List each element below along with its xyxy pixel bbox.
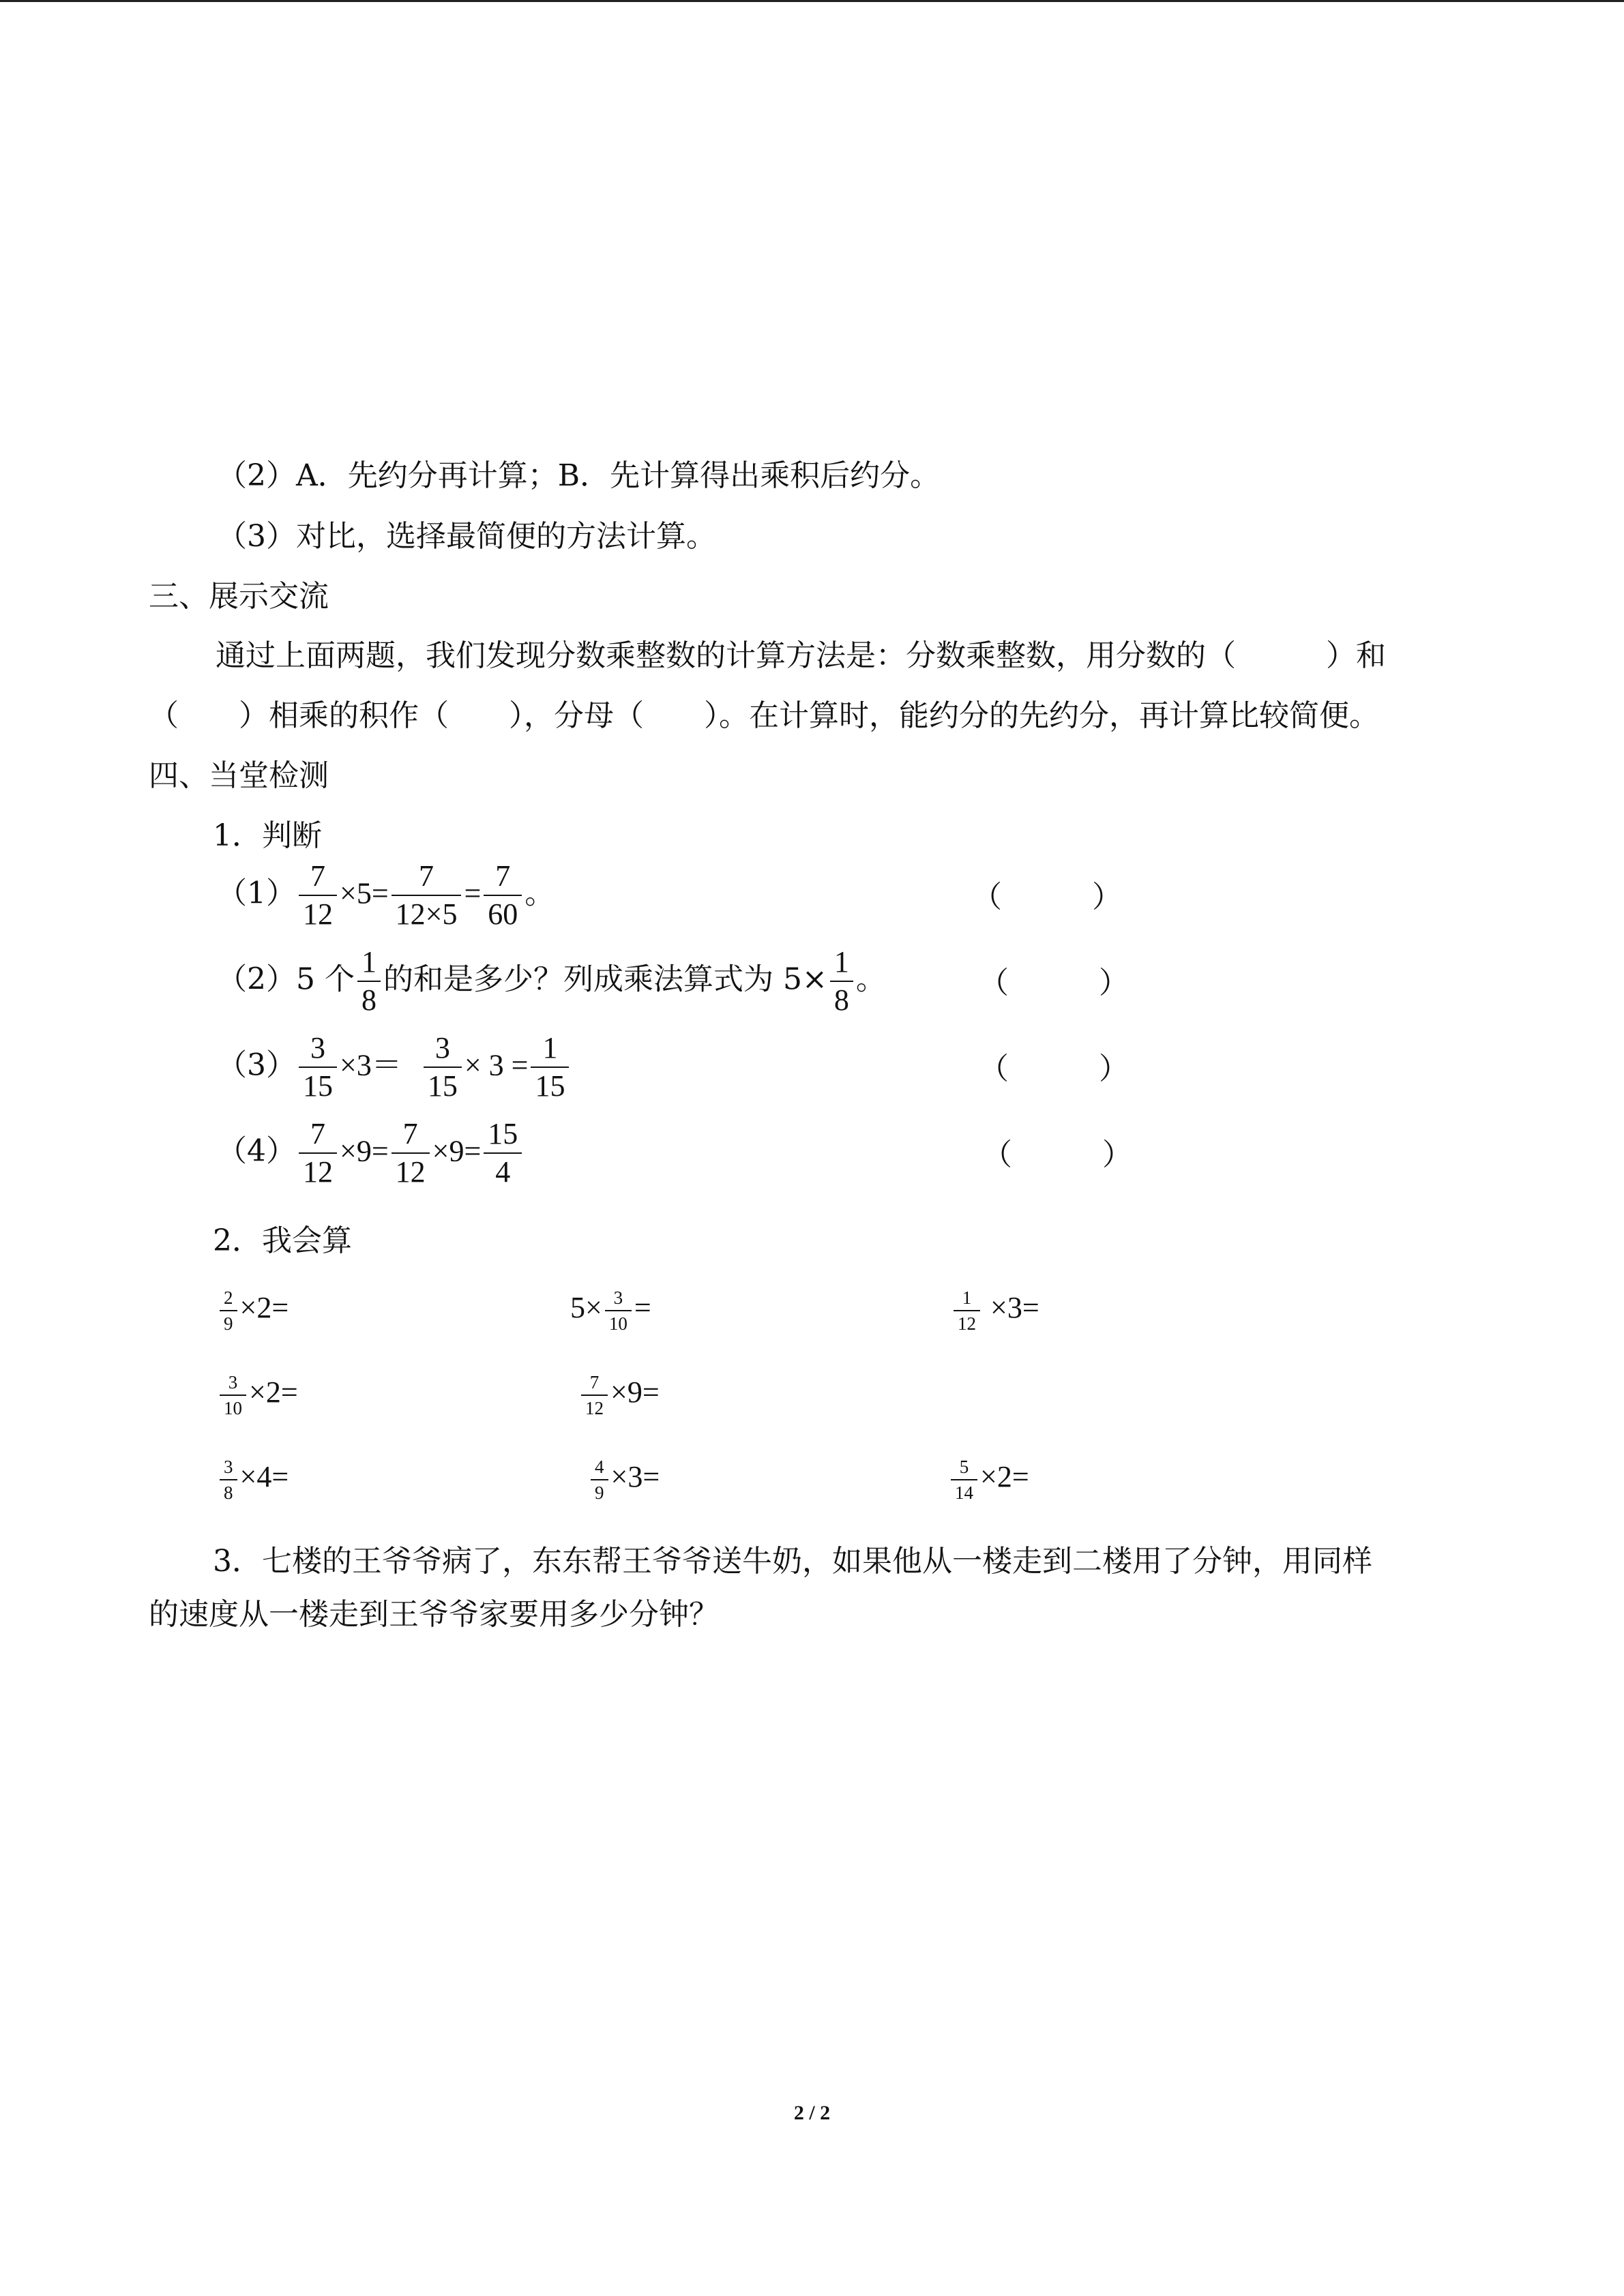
- fraction: $\frac{7}{12}$: [299, 1118, 337, 1188]
- judge-item-1: [217, 861, 555, 930]
- item-prefix: （4）: [217, 1133, 296, 1169]
- calc-expression-5: $\frac{7}{12}$ ×9=: [578, 1372, 660, 1418]
- answer-blank-4[interactable]: （ ）: [982, 1137, 1132, 1172]
- item-prefix: （1）: [217, 876, 296, 911]
- operator: ×5=: [340, 876, 389, 910]
- operator: ×9=: [432, 1134, 482, 1168]
- calc-expression-3: $\frac{1}{12}$ ×3=: [951, 1287, 1039, 1333]
- fraction: $\frac{7}{12\times 5}$: [392, 861, 462, 930]
- fraction: $\frac{1}{8}$: [830, 946, 853, 1016]
- item-prefix: （3）: [217, 1047, 296, 1083]
- judge-item-3: [217, 1032, 572, 1102]
- step-2-text: （2）A．先约分再计算；B．先计算得出乘积后约分。: [217, 458, 941, 493]
- fraction: $\frac{3}{8}$: [220, 1457, 237, 1503]
- period: 。: [525, 876, 555, 911]
- page-number: 2 / 2: [793, 2102, 831, 2124]
- fraction: $\frac{7}{12}$: [581, 1373, 608, 1418]
- fraction: $\frac{15}{4}$: [484, 1118, 522, 1188]
- judge-item-2: [217, 946, 886, 1016]
- item-text: 的和是多少？列成乘法算式为 5×: [383, 961, 827, 997]
- fraction: $\frac{1}{8}$: [357, 946, 381, 1016]
- answer-blank-3[interactable]: （ ）: [979, 1052, 1129, 1086]
- calc-expression-4: $\frac{3}{10}$ ×2=: [217, 1372, 298, 1418]
- fraction: $\frac{7}{12}$: [299, 861, 337, 930]
- fraction: $\frac{3}{10}$: [220, 1373, 246, 1418]
- q2-label: 2．我会算: [213, 1223, 352, 1258]
- calc-expression-2: 5× $\frac{3}{10}$ =: [570, 1287, 651, 1334]
- section-3-paragraph-line-2: （ ）相乘的积作（ ），分母（ ）。在计算时，能约分的先约分，再计算比较简便。: [149, 698, 1379, 733]
- q3-text-line-1: 3．七楼的王爷爷病了，东东帮王爷爷送牛奶，如果他从一楼走到二楼用了分钟，用同样: [213, 1544, 1372, 1579]
- fraction: $\frac{3}{10}$: [605, 1288, 632, 1334]
- judge-item-4: [217, 1118, 525, 1188]
- operator: × 3 =: [464, 1048, 529, 1082]
- operator: ×3＝: [340, 1048, 402, 1082]
- calc-expression-8: $\frac{5}{14}$ ×2=: [948, 1457, 1029, 1502]
- fraction: $\frac{1}{15}$: [531, 1032, 569, 1102]
- answer-blank-1[interactable]: （ ）: [972, 880, 1122, 914]
- section-3-heading: 三、展示交流: [149, 579, 329, 614]
- operator: ×9=: [340, 1134, 389, 1168]
- calc-expression-6: $\frac{3}{8}$ ×4=: [217, 1457, 289, 1502]
- answer-blank-2[interactable]: （ ）: [979, 966, 1129, 1000]
- item-prefix: （2）5 个: [217, 961, 355, 997]
- calc-expression-7: $\frac{4}{9}$ ×3=: [588, 1457, 660, 1502]
- fraction: $\frac{2}{9}$: [220, 1288, 237, 1334]
- fraction: $\frac{7}{60}$: [484, 861, 522, 930]
- calc-expression-1: $\frac{2}{9}$ ×2=: [217, 1287, 289, 1333]
- q3-text-line-2: 的速度从一楼走到王爷爷家要用多少分钟？: [149, 1597, 719, 1632]
- section-4-heading: 四、当堂检测: [149, 758, 329, 793]
- q1-label: 1．判断: [213, 818, 322, 853]
- period: 。: [855, 961, 886, 997]
- fraction: $\frac{1}{12}$: [954, 1288, 980, 1334]
- operator: =: [464, 876, 482, 910]
- fraction: $\frac{4}{9}$: [591, 1457, 608, 1503]
- fraction: $\frac{3}{15}$: [299, 1032, 337, 1102]
- top-border-line: [0, 0, 1624, 2]
- fraction: $\frac{7}{12}$: [392, 1118, 430, 1188]
- step-3-text: （3）对比，选择最简便的方法计算。: [217, 519, 716, 554]
- fraction: $\frac{5}{14}$: [951, 1457, 977, 1503]
- fraction: $\frac{3}{15}$: [424, 1032, 462, 1102]
- section-3-paragraph-line-1: 通过上面两题，我们发现分数乘整数的计算方法是：分数乘整数，用分数的（ ）和: [216, 638, 1386, 673]
